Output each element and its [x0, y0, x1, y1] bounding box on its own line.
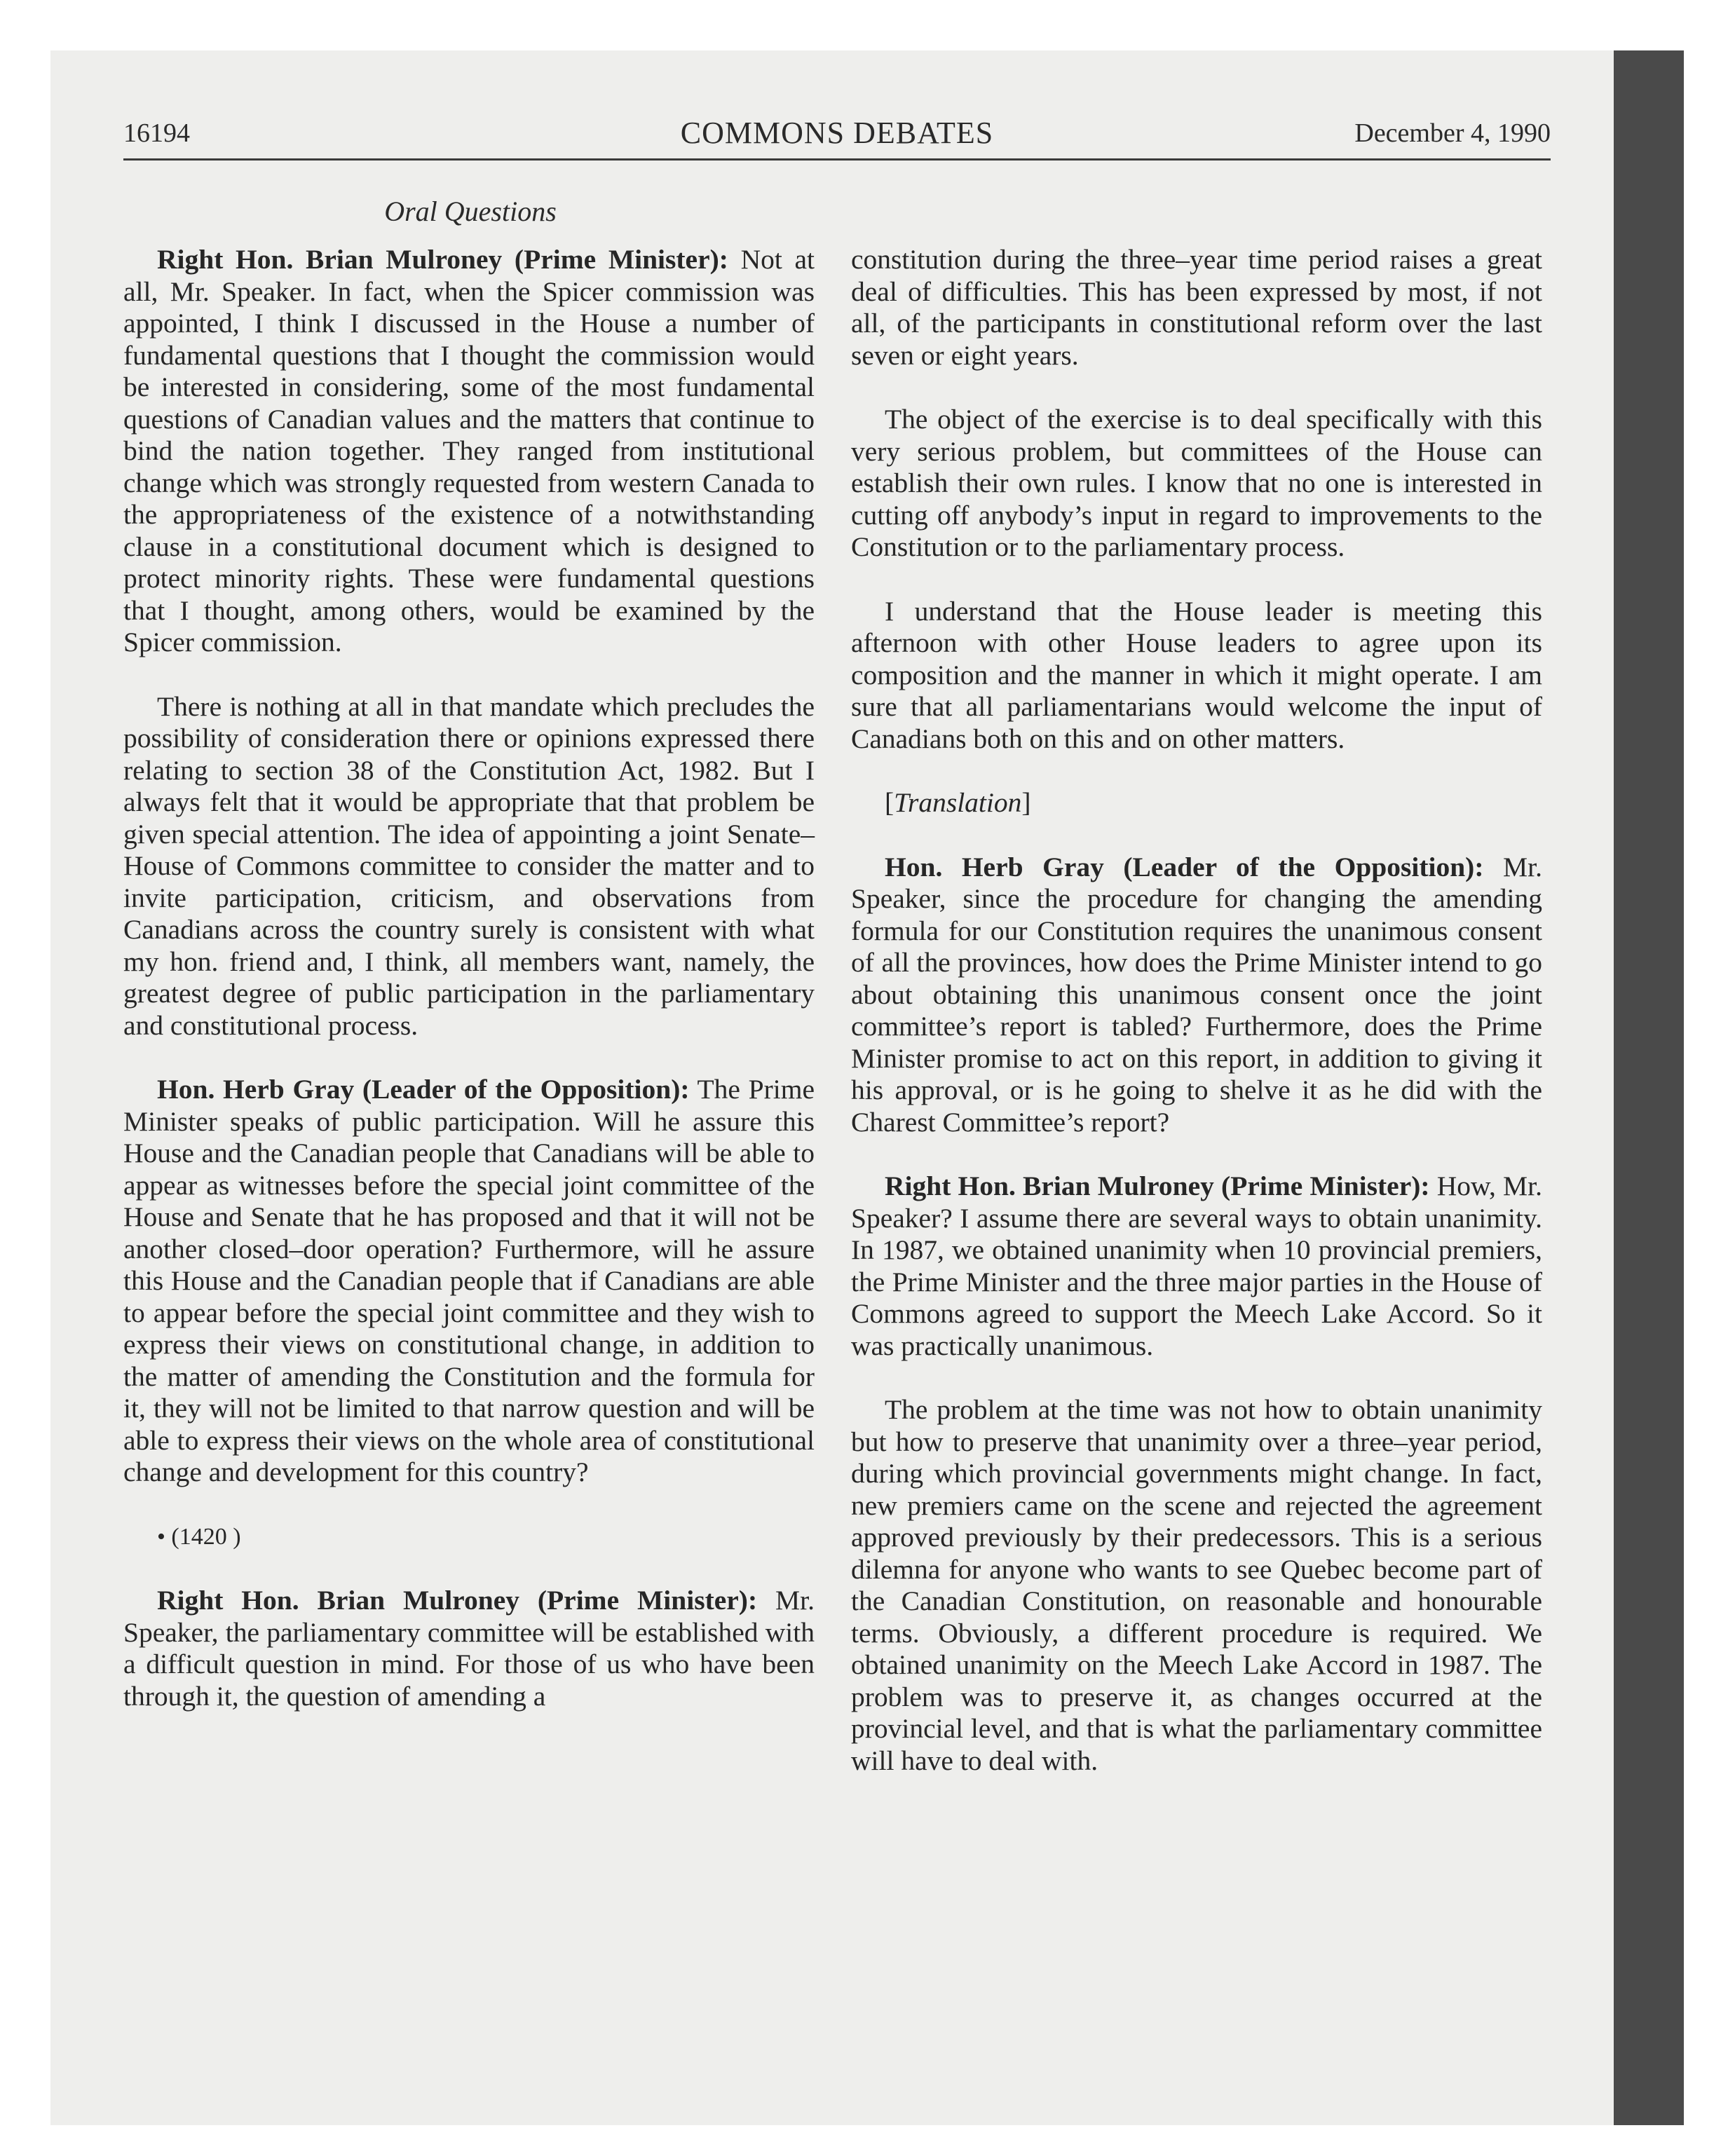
paragraph [123, 244, 815, 659]
paragraph [851, 244, 1542, 371]
paragraph-text: Not at all, Mr. Speaker. In fact, when the Spicer commission was appointed, I think I discussed in the House a number of fundamental questions that I thought the commission would be interested in considering, some of the most fundamental questions of Canadian values and the matters that continue to bind the nation together. They ranged from institutional change which was strongly requested from western Canada to the appropriateness of the existence of a notwithstanding clause in a constitutional document which is designed to protect minority rights. These were fundamental questions that I thought, among others, would be examined by the Spicer commission. [123, 244, 815, 657]
issue-date: December 4, 1990 [1354, 118, 1551, 148]
page-number: 16194 [123, 118, 190, 148]
translation-tag: [Translation] [885, 787, 1031, 818]
paragraph-text: The problem at the time was not how to obtain unanimity but how to preserve that unanimity over a three–year period, during which provincial governments might change. In fact, new premiers came on the scene and rejected the agreement approved previously by their predecessors. This is a serious dilemna for anyone who wants to see Quebec become part of the Canadian Constitution, on reasonable and honourable terms. Obviously, a different procedure is required. We obtained unanimity on the Meech Lake Accord in 1987. The problem was to preserve it, as changes occurred at the provincial level, and that is what the parliamentary committee will have to deal with. [851, 1394, 1542, 1776]
page-header [123, 112, 1551, 163]
paragraph [123, 691, 815, 1042]
header-rule [123, 158, 1551, 161]
scan-edge-bar [1614, 50, 1684, 2125]
paragraph-text: How, Mr. Speaker? I assume there are several ways to obtain unanimity. In 1987, we obtained unanimity when 10 provincial premiers, the Prime Minister and the three major parties in the House of Commons agreed to support the Meech Lake Accord. So it was practically unanimous. [851, 1171, 1542, 1361]
time-marker: • (1420 ) [157, 1523, 241, 1550]
paragraph [851, 596, 1542, 756]
paragraph-text: constitution during the three–year time period raises a great deal of difficulties. This has been expressed by most, if not all, of the participants in constitutional reform over the last seven or eight years. [851, 244, 1542, 371]
paragraph [851, 1171, 1542, 1362]
translation-word: Translation [894, 787, 1022, 818]
paragraph [851, 852, 1542, 1139]
speaker-name: Hon. Herb Gray (Leader of the Opposition): [157, 1074, 690, 1105]
paragraph-text: I understand that the House leader is meeting this afternoon with other House leaders to agree upon its composition and the manner in which it might operate. I am sure that all parliamentarians would welcome the input of Canadians both on this and on other matters. [851, 595, 1542, 754]
paragraph [123, 1074, 815, 1489]
speaker-name: Right Hon. Brian Mulroney (Prime Minister): [885, 1171, 1430, 1201]
section-label: Oral Questions [384, 196, 557, 227]
paragraph-text: There is nothing at all in that mandate which precludes the possibility of consideration there or opinions expressed there relating to section 38 of the Constitution Act, 1982. But I always felt that it would be appropriate that that problem be given special attention. The idea of appointing a joint Senate–House of Commons committee to consider the matter and to invite participation, criticism, and observations from Canadians across the country surely is consistent with what my hon. friend and, I think, all members want, namely, the greatest degree of public participation in the parliamentary and constitutional process. [123, 690, 815, 1041]
paragraph [123, 1585, 815, 1712]
paragraph-text: Mr. Speaker, the parliamentary committee will be established with a difficult question in mind. For those of us who have been through it, the question of amending a [123, 1585, 815, 1712]
speaker-name: Hon. Herb Gray (Leader of the Opposition): [885, 851, 1484, 882]
running-title: COMMONS DEBATES [680, 116, 994, 150]
left-column [123, 244, 815, 1745]
paragraph-text: Mr. Speaker, since the procedure for changing the amending formula for our Constitution requires the unanimous consent of all the provinces, how does the Prime Minister intend to go about obtaining this unanimous consent once the joint committee’s report is tabled? Furthermore, does the Prime Minister promise to act on this report, in addition to giving it his approval, or is he going to shelve it as he did with the Charest Committee’s report? [851, 851, 1542, 1138]
speaker-name: Right Hon. Brian Mulroney (Prime Minister): [157, 1585, 758, 1616]
right-column [851, 244, 1542, 1809]
speaker-name: Right Hon. Brian Mulroney (Prime Minister): [157, 244, 728, 275]
paragraph-text: The object of the exercise is to deal specifically with this very serious problem, but committees of the House can establish their own rules. I know that no one is interested in cutting off anybody’s input in regard to improvements to the Constitution or to the parliamentary process. [851, 404, 1542, 562]
paragraph [851, 1394, 1542, 1777]
paragraph [851, 404, 1542, 564]
paragraph-text: The Prime Minister speaks of public participation. Will he assure this House and the Canadian people that Canadians will be able to appear as witnesses before the special joint committee of the House and Senate that he has proposed and that it will not be another closed–door operation? Furthermore, will he assure this House and the Canadian people that if Canadians are able to appear before the special joint committee and they wish to express their views on constitutional change, in addition to the matter of amending the Constitution and the formula for it, they will not be limited to that narrow question and will be able to express their views on the whole area of constitutional change and development for this country? [123, 1074, 815, 1487]
